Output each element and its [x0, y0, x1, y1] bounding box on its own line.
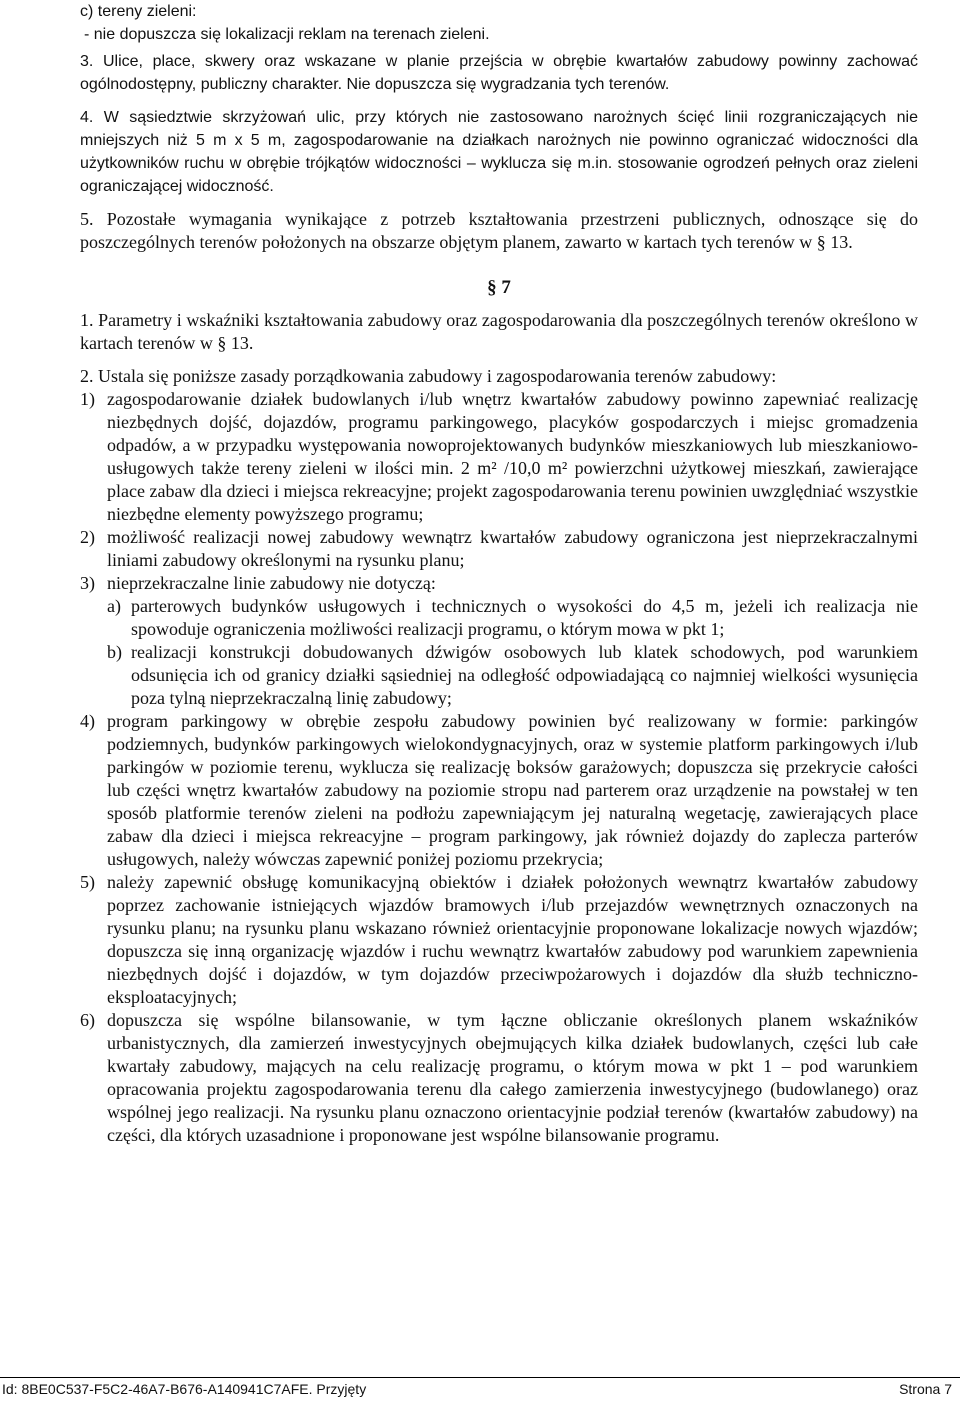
list-item-text: nieprzekraczalne linie zabudowy nie dotyczą:	[107, 573, 436, 593]
list-item-number: 4)	[80, 711, 95, 731]
c-item: - nie dopuszcza się lokalizacji reklam na terenach zieleni.	[84, 26, 490, 43]
list-item	[80, 572, 918, 595]
sub-item-letter: b)	[107, 642, 122, 662]
list-item-text: należy zapewnić obsługę komunikacyjną obiektów i działek położonych wewnątrz kwartałów zabudowy poprzez zachowanie istniejących wjazdów bramowych i/lub przejazdów wewnętrznych oznaczonych na rysunku planu; na rysunku planu wskazano również orientacyjnie proponowane lokalizacje nowych wjazdów; dopuszcza się inną organizację wjazdów i ruchu wewnątrz kwartałów zabudowy pod warunkiem zapewnienia niezbędnych dojść i dojazdów, w tym dojazdów przeciwpożarowych i dojazdów dla służb techniczno-eksploatacyjnych;	[107, 872, 918, 1007]
list-item-text: dopuszcza się wspólne bilansowanie, w tym łączne obliczanie określonych planem wskaźników urbanistycznych, dla zamierzeń inwestycyjnych obejmujących kilka działek budowlanych, części lub całe kwartały zabudowy, mających na celu realizację programu, o którym mowa w pkt 1 – pod warunkiem opracowania projektu zagospodarowania terenu dla całego zamierzenia inwestycyjnego (budowlanego) oraz wspólnej jego realizacji. Na rysunku planu oznaczono orientacyjnie podział terenów (kwartałów zabudowy) na części, dla których uzasadnione i proponowane jest wspólne bilansowanie programu.	[107, 1010, 918, 1145]
s7-paragraph-2: 2. Ustala się poniższe zasady porządkowania zabudowy i zagospodarowania terenów zabudowy:	[80, 366, 777, 386]
list-item-number: 1)	[80, 389, 95, 409]
list-item-text: program parkingowy w obrębie zespołu zabudowy powinien być realizowany w formie: parkingów podziemnych, budynków parkingowych wielokondygnacyjnych, oraz w systemie platform parkingowych i/lub parkingów w poziomie terenu, wyklucza się realizację boksów garażowych; dopuszcza się przekrycie całości lub części wnętrz kwartałów zabudowy na poziomie stropu nad parterem oraz urządzenie na powstałej w ten sposób platformie terenów zieleni na podłożu zapewniającym jej naturalną wegetację, zawierających place zabaw dla dzieci i miejsca rekreacyjne – program parkingowy, jak również dojazdy do zaplecza parterów usługowych, należy wówczas zapewnić poniżej poziomu przekrycia;	[107, 711, 918, 869]
list-item	[80, 526, 918, 572]
paragraph-4: 4. W sąsiedztwie skrzyżowań ulic, przy których nie zastosowano narożnych ścięć linii rozgraniczających nie mniejszych niż 5 m x 5 m, zagospodarowanie na działkach narożnych nie powinno ograniczać widoczności dla użytkowników ruchu w obrębie trójkątów widoczności – wyklucza się m.in. stosowanie ogrodzeń pełnych oraz zieleni ograniczającej widoczność.	[80, 109, 918, 195]
document-page	[80, 0, 918, 1147]
paragraph-5: 5. Pozostałe wymagania wynikające z potrzeb kształtowania przestrzeni publicznych, odnoszące się do poszczególnych terenów położonych na obszarze objętym planem, zawarto w kartach tych terenów w § 13.	[80, 209, 918, 252]
s7-paragraph-1: 1. Parametry i wskaźniki kształtowania zabudowy oraz zagospodarowania dla poszczególnych terenów określono w kartach terenów w § 13.	[80, 310, 918, 353]
section-c	[80, 0, 918, 46]
sub-item	[80, 641, 918, 710]
list-item	[80, 871, 918, 1009]
sub-item-text: realizacji konstrukcji dobudowanych dźwigów osobowych lub klatek schodowych, pod warunkiem odsunięcia ich od granicy działki sąsiedniej na odległość odpowiadającą co najmniej wielkości wysunięcia poza tylną nieprzekraczalną linię zabudowy;	[131, 642, 918, 708]
footer-document-id: Id: 8BE0C537-F5C2-46A7-B676-A140941C7AFE. Przyjęty	[2, 1381, 367, 1397]
list-item-number: 6)	[80, 1010, 95, 1030]
list-item	[80, 1009, 918, 1147]
list-item-text: możliwość realizacji nowej zabudowy wewnątrz kwartałów zabudowy ograniczona jest nieprzekraczalnymi liniami zabudowy określonymi na rysunku planu;	[107, 527, 918, 570]
footer-divider	[0, 1377, 960, 1378]
c-heading: c) tereny zieleni:	[80, 3, 197, 20]
footer-page-number: Strona 7	[899, 1381, 952, 1397]
sub-item	[80, 595, 918, 641]
list-item-number: 5)	[80, 872, 95, 892]
list-item	[80, 388, 918, 526]
list-item-number: 3)	[80, 573, 95, 593]
list-item	[80, 710, 918, 871]
sub-item-text: parterowych budynków usługowych i technicznych o wysokości do 4,5 m, jeżeli ich realizacja nie spowoduje ograniczenia możliwości realizacji programu, o którym mowa w pkt 1;	[131, 596, 918, 639]
list-item-number: 2)	[80, 527, 95, 547]
section-title: § 7	[487, 277, 511, 298]
list-item-text: zagospodarowanie działek budowlanych i/lub wnętrz kwartałów zabudowy powinno zapewniać realizację niezbędnych dojść, dojazdów, programu parkingowego, placyków gospodarczych i miejsc gromadzenia odpadów, a w przypadku występowania nowoprojektowanych budynków mieszkaniowych lub mieszkaniowo-usługowych także tereny zieleni w ilości min. 2 m² /10,0 m² powierzchni użytkowej mieszkań, zawierające place zabaw dla dzieci i miejsca rekreacyjne; projekt zagospodarowania terenu powinien uwzględniać wszystkie niezbędne elementy powyższego programu;	[107, 389, 918, 524]
sub-item-letter: a)	[107, 596, 121, 616]
paragraph-3: 3. Ulice, place, skwery oraz wskazane w planie przejścia w obrębie kwartałów zabudowy powinny zachować ogólnodostępny, publiczny charakter. Nie dopuszcza się wygradzania tych terenów.	[80, 53, 918, 93]
